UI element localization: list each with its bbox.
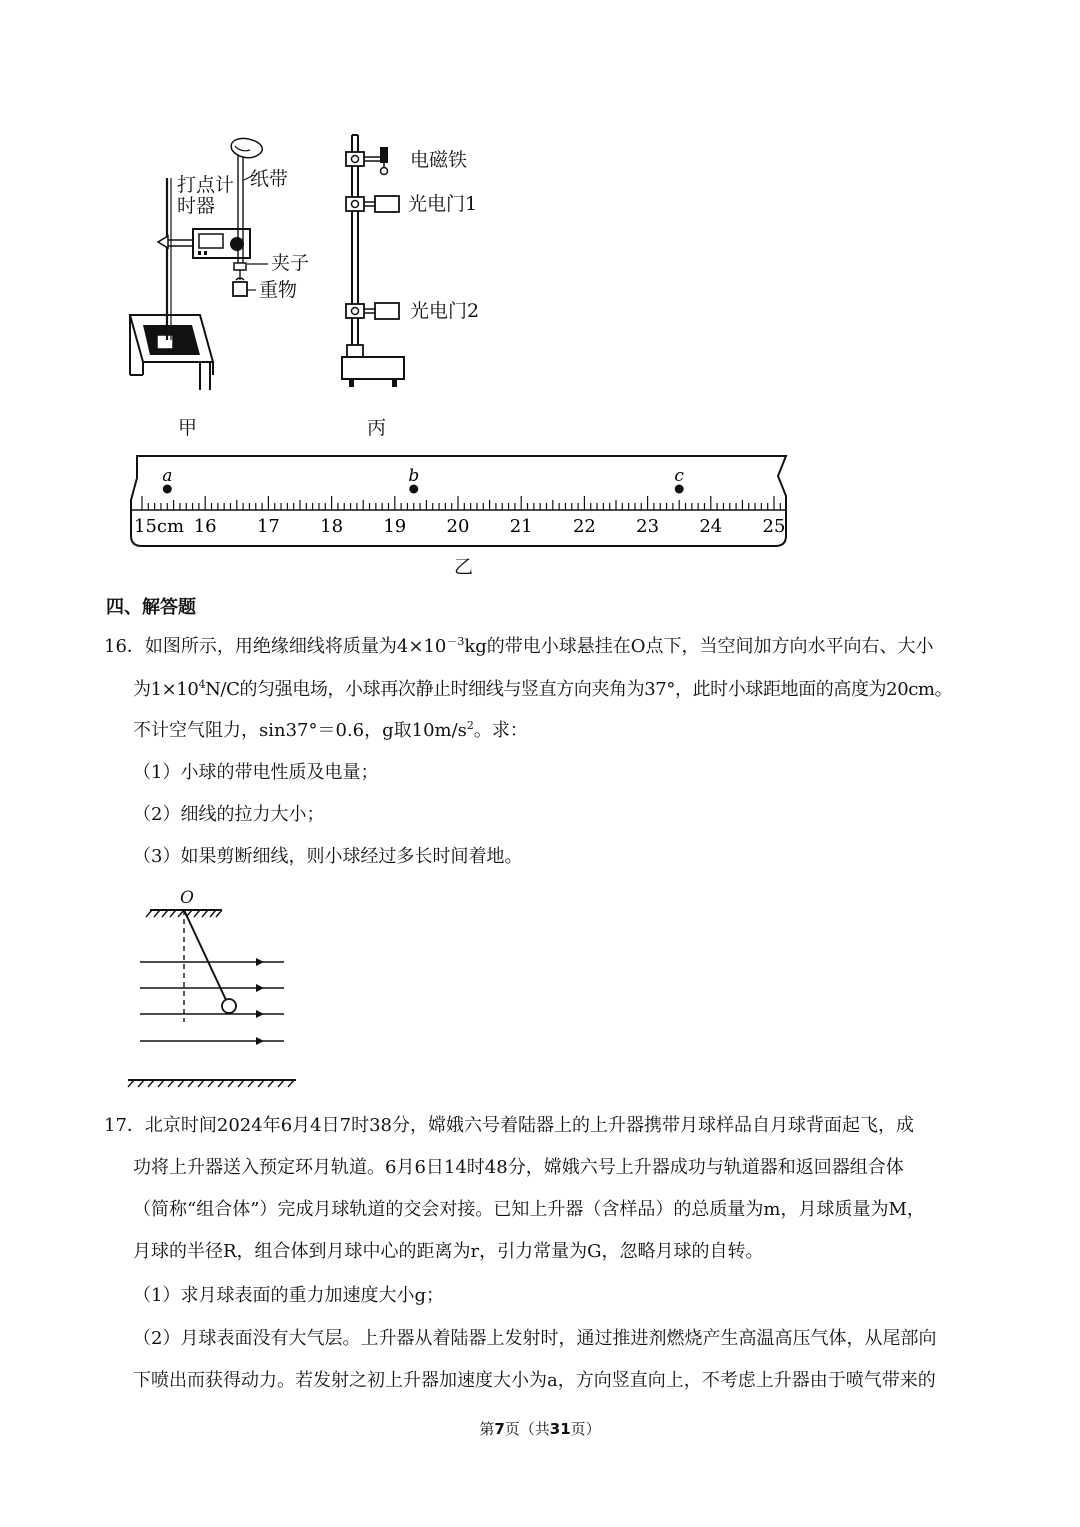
q16-line2-b: N/C的匀强电场，小球再次静止时细线与竖直方向夹角为37°，此时小球距地面的高度为20cm。: [205, 679, 953, 700]
tape-label: 纸带: [250, 168, 289, 190]
q16-sub2: （2）细线的拉力大小；: [133, 804, 325, 825]
q16-line3-b: 。求：: [473, 720, 528, 741]
q16-line1-sup: －3: [446, 635, 465, 648]
ruler-unit-label: 15cm: [134, 516, 185, 537]
footer-total: 31: [549, 1420, 571, 1438]
figure-bing: [335, 128, 415, 393]
caption-jia: 甲: [178, 417, 198, 439]
q16-line3-sup: 2: [466, 719, 474, 732]
q16-number: 16．: [104, 636, 145, 657]
section-heading: 四、解答题: [106, 597, 196, 618]
tape-point-label-a: a: [162, 466, 173, 486]
q17-line1-text: 北京时间2024年6月4日7时38分，嫦娥六号着陆器上的上升器携带月球样品自月球背面起飞，成: [144, 1115, 914, 1136]
figure-yi-ruler: [125, 450, 795, 550]
page-footer: [0, 1418, 1080, 1439]
q16-line2-sup: 4: [198, 678, 206, 691]
caption-yi: 乙: [454, 556, 474, 578]
q16-line3-a: 不计空气阻力，sin37°＝0.6，g取10m/s: [133, 720, 467, 741]
timer-label-line2: 时器: [177, 195, 216, 217]
photogate1-label: 光电门1: [408, 193, 478, 215]
q17-sub1: （1）求月球表面的重力加速度大小g；: [133, 1285, 444, 1306]
electromagnet-label: 电磁铁: [410, 149, 468, 171]
caption-bing: 丙: [367, 417, 387, 439]
q17-line4: 月球的半径R，组合体到月球中心的距离为r，引力常量为G，忽略月球的自转。: [133, 1241, 764, 1262]
footer-suffix: 页）: [570, 1420, 601, 1438]
tape-point-label-b: b: [408, 466, 420, 486]
q16-figure: [125, 888, 305, 1093]
q16-line2: [133, 678, 953, 700]
q16-line1-a: 如图所示，用绝缘细线将质量为4×10: [144, 636, 447, 657]
q17-sub2-line2: 下喷出而获得动力。若发射之初上升器加速度大小为a，方向竖直向上，不考虑上升器由于喷气带来的: [133, 1370, 936, 1391]
q16-line2-a: 为1×10: [133, 679, 199, 700]
ruler-tick-label: 17: [256, 516, 280, 537]
weight-label: 重物: [259, 279, 298, 301]
ruler-tick-label: 20: [446, 516, 470, 537]
ruler-tick-label: 19: [383, 516, 407, 537]
ruler-tick-label: 16: [193, 516, 217, 537]
q16-line1: [104, 635, 934, 657]
footer-middle: 页（共: [504, 1420, 550, 1438]
footer-prefix: 第: [479, 1420, 495, 1438]
q16-sub1: （1）小球的带电性质及电量；: [133, 762, 379, 783]
q16-sub3: （3）如果剪断细线，则小球经过多长时间着地。: [133, 846, 523, 867]
q16-line1-b: kg的带电小球悬挂在O点下，当空间加方向水平向右、大小: [464, 636, 934, 657]
q17-line1: [104, 1117, 914, 1135]
ruler-tick-label: 23: [636, 516, 660, 537]
timer-label-line1: 打点计: [177, 174, 235, 196]
q17-sub2-line1: （2）月球表面没有大气层。上升器从着陆器上发射时，通过推进剂燃烧产生高温高压气体，从尾部向: [133, 1328, 937, 1349]
q16-fig-label-o: O: [180, 888, 194, 908]
q17-line3: （简称“组合体”）完成月球轨道的交会对接。已知上升器（含样品）的总质量为m，月球质量为M，: [133, 1199, 925, 1220]
q17-line2: 功将上升器送入预定环月轨道。6月6日14时48分，嫦娥六号上升器成功与轨道器和返回器组合体: [133, 1157, 904, 1178]
footer-page: 7: [494, 1420, 505, 1438]
ruler-tick-label: 25: [762, 516, 786, 537]
tape-point-label-c: c: [674, 466, 684, 486]
clip-label: 夹子: [271, 252, 310, 274]
ruler-tick-label: 22: [572, 516, 596, 537]
photogate2-label: 光电门2: [410, 300, 480, 322]
ruler-tick-label: 18: [320, 516, 344, 537]
q16-line3: [133, 719, 528, 741]
q17-number: 17．: [104, 1115, 145, 1136]
ruler-tick-label: 24: [699, 516, 723, 537]
ruler-tick-label: 21: [509, 516, 533, 537]
